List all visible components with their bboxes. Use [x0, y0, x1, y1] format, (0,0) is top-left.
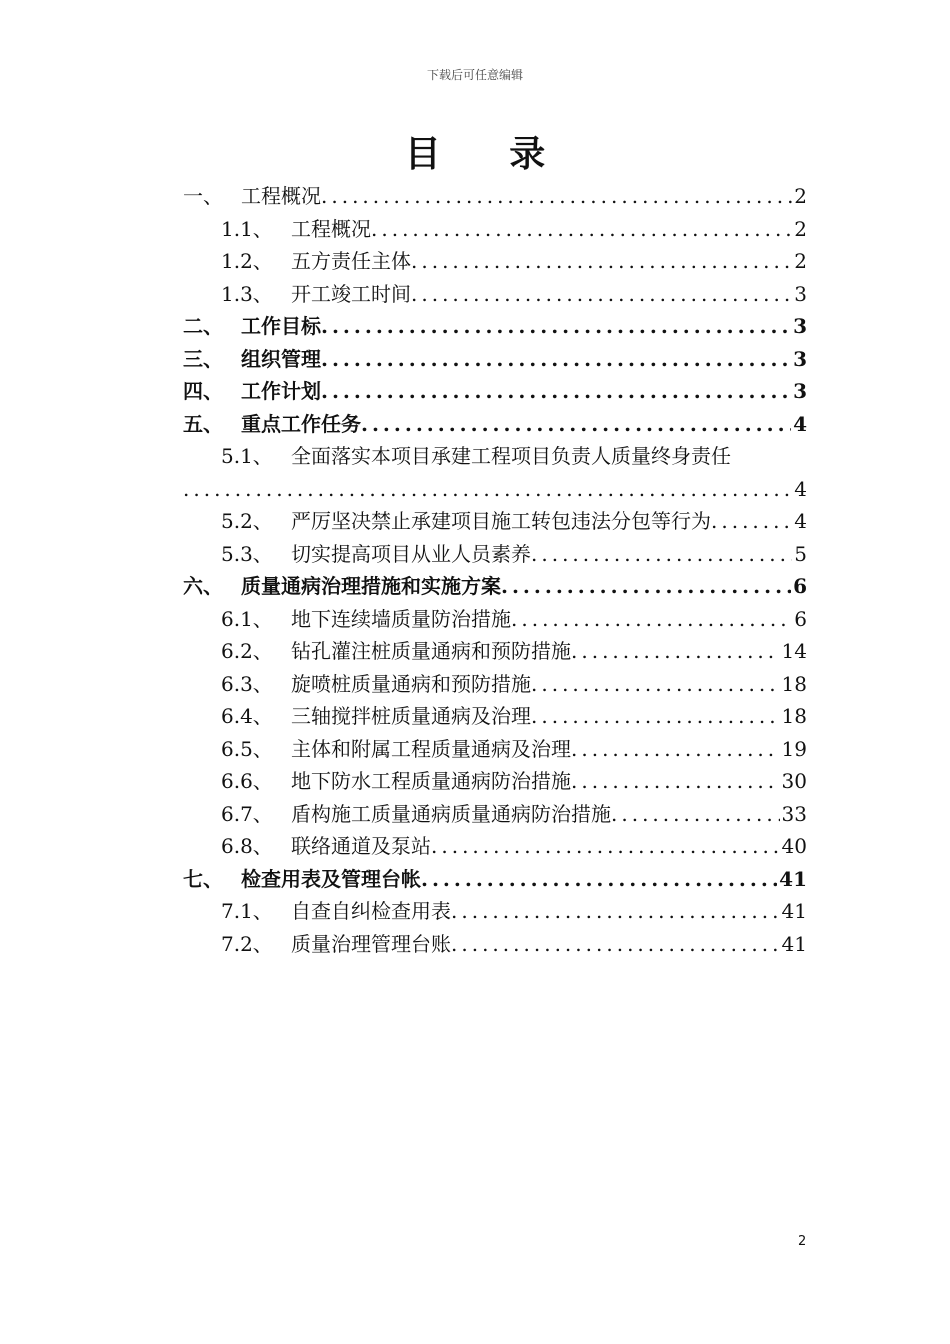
toc-entry-page: 2 — [794, 216, 807, 241]
toc-entry-number: 6.2、 — [221, 639, 273, 663]
toc-entry[interactable] — [183, 798, 807, 830]
toc-entry[interactable] — [183, 245, 807, 277]
toc-entry-page: 40 — [781, 834, 807, 858]
toc-leader-dots — [321, 375, 791, 407]
toc-leader-dots — [431, 830, 780, 862]
toc-entry-page: 41 — [781, 931, 807, 956]
toc-entry[interactable] — [183, 505, 807, 537]
toc-entry[interactable] — [183, 733, 807, 765]
toc-entry-page: 3 — [793, 346, 807, 371]
toc-entry[interactable] — [183, 440, 807, 472]
toc-entry-page: 18 — [781, 671, 807, 696]
toc-entry-number: 5.2、 — [221, 509, 273, 533]
toc-entry-title: 质量通病治理措施和实施方案 — [241, 574, 501, 598]
toc-entry-number: 6.6、 — [221, 769, 273, 793]
toc-entry-number: 7.1、 — [221, 899, 273, 923]
toc-entry[interactable] — [183, 830, 807, 862]
toc-entry-number: 1.1、 — [221, 216, 273, 241]
toc-entry-number: 五、 — [183, 411, 223, 436]
toc-entry-title: 工程概况 — [241, 184, 321, 208]
toc-entry-title: 五方责任主体 — [291, 249, 411, 273]
toc-entry-title: 主体和附属工程质量通病及治理 — [291, 736, 571, 761]
toc-entry-title: 重点工作任务 — [241, 411, 361, 436]
toc-entry-page: 41 — [781, 899, 807, 923]
toc-entry[interactable] — [183, 538, 807, 570]
toc-leader-dots — [411, 278, 792, 310]
toc-entry-title: 地下连续墙质量防治措施 — [291, 606, 511, 631]
toc-entry[interactable] — [183, 213, 807, 245]
toc-entry-number: 6.4、 — [221, 704, 273, 728]
toc-entry-number: 1.3、 — [221, 281, 273, 306]
toc-entry-title: 工作目标 — [241, 314, 321, 338]
page-header: 下载后可任意编辑 — [426, 68, 523, 82]
toc-entry[interactable] — [183, 928, 807, 960]
page-number: 2 — [798, 1234, 807, 1249]
toc-entry-number: 6.8、 — [221, 834, 273, 858]
toc-entry-page: 5 — [794, 541, 807, 566]
toc-entry-number: 四、 — [183, 379, 223, 403]
toc-entry-number: 三、 — [183, 346, 223, 371]
toc-entry-page: 2 — [794, 249, 807, 273]
toc-leader-dots — [571, 733, 780, 765]
toc-entry-page: 4 — [793, 411, 807, 436]
toc-entry-continuation[interactable] — [183, 473, 807, 505]
toc-entry[interactable] — [183, 603, 807, 635]
toc-entry-number: 5.3、 — [221, 541, 273, 566]
toc-entry-number: 一、 — [183, 184, 223, 208]
toc-entry-title: 盾构施工质量通病质量通病防治措施 — [291, 801, 611, 826]
toc-entry-title: 工作计划 — [241, 379, 321, 403]
toc-entry[interactable] — [183, 343, 807, 375]
toc-entry[interactable] — [183, 180, 807, 212]
toc-entry-title: 三轴搅拌桩质量通病及治理 — [291, 704, 531, 728]
toc-entry-title: 组织管理 — [241, 346, 321, 371]
toc-entry-title: 质量治理管理台账 — [291, 931, 451, 956]
toc-leader-dots — [361, 408, 791, 440]
toc-entry-page: 4 — [794, 509, 807, 533]
toc-leader-dots — [183, 473, 792, 505]
toc-entry-number: 6.1、 — [221, 606, 273, 631]
toc-leader-dots — [711, 505, 792, 537]
toc-entry-number: 6.7、 — [221, 801, 273, 826]
toc-entry[interactable] — [183, 408, 807, 440]
toc-entry-page: 18 — [781, 704, 807, 728]
toc-entry-number: 六、 — [183, 574, 223, 598]
toc-entry-page: 14 — [781, 639, 807, 663]
toc-leader-dots — [511, 603, 792, 635]
toc-leader-dots — [321, 180, 792, 212]
toc-entry-number: 1.2、 — [221, 249, 273, 273]
toc-entry[interactable] — [183, 310, 807, 342]
toc-entry[interactable] — [183, 895, 807, 927]
toc-entry-title: 地下防水工程质量通病防治措施 — [291, 769, 571, 793]
toc-leader-dots — [321, 343, 791, 375]
toc-leader-dots — [501, 570, 791, 602]
toc-entry-number: 5.1、 — [221, 444, 273, 468]
toc-entry-title: 钻孔灌注桩质量通病和预防措施 — [291, 639, 571, 663]
toc-entry-page: 3 — [794, 281, 807, 306]
toc-leader-dots — [451, 895, 780, 927]
toc-entry-number: 6.5、 — [221, 736, 273, 761]
toc-leader-dots — [531, 538, 792, 570]
toc-leader-dots — [571, 765, 780, 797]
toc-entry-title: 切实提高项目从业人员素养 — [291, 541, 531, 566]
toc-entry-page: 4 — [794, 476, 807, 501]
toc-entry[interactable] — [183, 765, 807, 797]
toc-entry-page: 6 — [793, 574, 807, 598]
toc-leader-dots — [411, 245, 792, 277]
toc-entry-number: 七、 — [183, 866, 223, 891]
toc-leader-dots — [531, 668, 780, 700]
toc-entry-title: 自查自纠检查用表 — [291, 899, 451, 923]
toc-entry-page: 30 — [781, 769, 807, 793]
toc-entry[interactable] — [183, 570, 807, 602]
toc-leader-dots — [611, 798, 780, 830]
toc-entry[interactable] — [183, 863, 807, 895]
toc-entry[interactable] — [183, 635, 807, 667]
toc-leader-dots — [571, 635, 780, 667]
toc-entry-title: 工程概况 — [291, 216, 371, 241]
toc-entry-number: 二、 — [183, 314, 223, 338]
toc-entry-page: 6 — [794, 606, 807, 631]
toc-leader-dots — [451, 928, 780, 960]
toc-entry-title: 旋喷桩质量通病和预防措施 — [291, 671, 531, 696]
toc-entry[interactable] — [183, 668, 807, 700]
toc-entry-title: 严厉坚决禁止承建项目施工转包违法分包等行为 — [291, 509, 711, 533]
toc-entry[interactable] — [183, 278, 807, 310]
toc-entry[interactable] — [183, 700, 807, 732]
toc-entry-title: 全面落实本项目承建工程项目负责人质量终身责任 — [291, 444, 731, 468]
toc-entry-number: 7.2、 — [221, 931, 273, 956]
toc-entry-page: 3 — [793, 379, 807, 403]
toc-entry-page: 41 — [779, 866, 807, 891]
toc-entry-page: 19 — [781, 736, 807, 761]
toc-leader-dots — [371, 213, 792, 245]
toc-entry-page: 33 — [781, 801, 807, 826]
toc-entry[interactable] — [183, 375, 807, 407]
toc-entry-title: 开工竣工时间 — [291, 281, 411, 306]
toc-entry-page: 3 — [793, 314, 807, 338]
page-title: 目 录 — [404, 134, 574, 175]
toc-entry-title: 检查用表及管理台帐 — [241, 866, 421, 891]
toc-leader-dots — [421, 863, 777, 895]
toc-entry-number: 6.3、 — [221, 671, 273, 696]
toc-leader-dots — [321, 310, 791, 342]
toc-entry-page: 2 — [794, 184, 807, 208]
toc-entry-title: 联络通道及泵站 — [291, 834, 431, 858]
toc-leader-dots — [531, 700, 780, 732]
